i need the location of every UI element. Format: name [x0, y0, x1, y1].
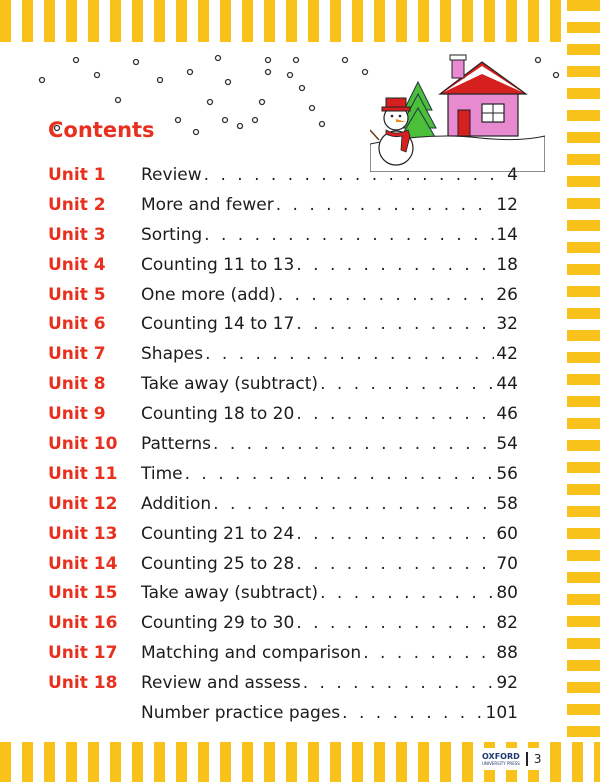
unit-number: Unit 18	[48, 673, 118, 694]
unit-title: Counting 11 to 13	[141, 254, 295, 275]
toc-row	[48, 549, 518, 579]
unit-number: Unit 14	[48, 553, 118, 574]
dot-leader	[213, 494, 494, 514]
unit-title: More and fewer	[141, 194, 274, 215]
dot-leader	[278, 285, 495, 305]
page-ref: 58	[496, 493, 518, 514]
unit-number: Unit 10	[48, 433, 118, 454]
toc-row	[48, 369, 518, 399]
dot-leader	[342, 703, 483, 723]
dot-leader	[296, 524, 494, 544]
toc-row	[48, 339, 518, 369]
page-ref: 60	[496, 523, 518, 544]
unit-title: Counting 29 to 30	[141, 613, 295, 634]
toc-entry	[141, 285, 518, 305]
unit-number: Unit 13	[48, 523, 118, 544]
unit-title: Number practice pages	[141, 702, 341, 723]
toc-entry	[141, 643, 518, 663]
unit-title: Time	[141, 463, 183, 484]
unit-number: Unit 12	[48, 493, 118, 514]
toc-row	[48, 608, 518, 638]
toc-entry	[141, 494, 518, 514]
dot-leader	[185, 464, 495, 484]
unit-title: Take away (subtract)	[141, 583, 319, 604]
unit-title: Take away (subtract)	[141, 374, 319, 395]
unit-number: Unit 7	[48, 344, 106, 365]
unit-title: Counting 25 to 28	[141, 553, 295, 574]
dot-leader	[296, 255, 494, 275]
unit-title: Counting 21 to 24	[141, 523, 295, 544]
toc-entry	[141, 524, 518, 544]
dot-leader	[205, 344, 494, 364]
toc-row	[48, 309, 518, 339]
toc-row	[48, 280, 518, 310]
page-ref: 14	[496, 224, 518, 245]
unit-number: Unit 3	[48, 224, 106, 245]
unit-number: Unit 2	[48, 194, 106, 215]
toc-entry	[141, 374, 518, 394]
page-ref: 56	[496, 463, 518, 484]
unit-title: Counting 14 to 17	[141, 314, 295, 335]
toc-entry	[141, 554, 518, 574]
publisher-logo: OXFORD UNIVERSITY PRESS	[482, 751, 520, 766]
dot-leader	[296, 314, 494, 334]
toc-row	[48, 459, 518, 489]
toc-row	[48, 638, 518, 668]
dot-leader	[363, 643, 494, 663]
unit-title: Sorting	[141, 224, 203, 245]
page-title: Contents	[48, 118, 155, 142]
page-ref: 18	[496, 254, 518, 275]
toc-row	[48, 698, 518, 728]
unit-title: Matching and comparison	[141, 643, 362, 664]
toc-row	[48, 160, 518, 190]
dot-leader	[276, 195, 495, 215]
page-ref: 70	[496, 553, 518, 574]
unit-number: Unit 1	[48, 164, 106, 185]
unit-number: Unit 6	[48, 314, 106, 335]
page-ref: 82	[496, 613, 518, 634]
toc-row	[48, 220, 518, 250]
page-ref: 44	[496, 374, 518, 395]
dot-leader	[296, 554, 494, 574]
unit-number: Unit 16	[48, 613, 118, 634]
dot-leader	[320, 583, 494, 603]
winter-scene	[370, 52, 545, 172]
page-ref: 4	[507, 164, 518, 185]
unit-title: Review	[141, 164, 202, 185]
toc-row	[48, 519, 518, 549]
dot-leader	[320, 374, 494, 394]
toc-row	[48, 250, 518, 280]
toc-entry	[141, 583, 518, 603]
toc-row	[48, 429, 518, 459]
toc-row	[48, 489, 518, 519]
toc-entry	[141, 703, 518, 723]
dot-leader	[296, 613, 494, 633]
toc-entry	[141, 673, 518, 693]
unit-title: Addition	[141, 493, 212, 514]
page-ref: 26	[496, 284, 518, 305]
toc-row	[48, 578, 518, 608]
unit-title: Shapes	[141, 344, 204, 365]
page-ref: 101	[485, 702, 518, 723]
toc-row	[48, 190, 518, 220]
unit-number: Unit 15	[48, 583, 118, 604]
dot-leader	[303, 673, 495, 693]
unit-title: Patterns	[141, 433, 212, 454]
dot-leader	[204, 225, 494, 245]
toc-entry	[141, 195, 518, 215]
page-number: 3	[533, 752, 542, 766]
toc-row	[48, 399, 518, 429]
unit-title: Counting 18 to 20	[141, 404, 295, 425]
page-ref: 92	[496, 673, 518, 694]
unit-number: Unit 17	[48, 643, 118, 664]
house-icon	[440, 55, 526, 136]
toc-entry	[141, 434, 518, 454]
page-ref: 80	[496, 583, 518, 604]
unit-number: Unit 5	[48, 284, 106, 305]
toc-entry	[141, 613, 518, 633]
toc-entry	[141, 165, 518, 185]
toc-entry	[141, 464, 518, 484]
toc-row	[48, 668, 518, 698]
page-footer	[478, 748, 547, 770]
dot-leader	[204, 165, 506, 185]
toc-entry	[141, 404, 518, 424]
toc-entry	[141, 225, 518, 245]
page-ref: 88	[496, 643, 518, 664]
page-ref: 12	[496, 194, 518, 215]
toc-entry	[141, 344, 518, 364]
page-ref: 32	[496, 314, 518, 335]
toc-entry	[141, 255, 518, 275]
unit-number: Unit 9	[48, 404, 106, 425]
page-ref: 54	[496, 433, 518, 454]
unit-number: Unit 11	[48, 463, 118, 484]
unit-number: Unit 8	[48, 374, 106, 395]
page-ref: 42	[496, 344, 518, 365]
page-ref: 46	[496, 404, 518, 425]
toc-entry	[141, 314, 518, 334]
dot-leader	[213, 434, 494, 454]
footer-divider	[526, 752, 528, 766]
table-of-contents	[48, 160, 518, 728]
unit-title: Review and assess	[141, 673, 301, 694]
unit-title: One more (add)	[141, 284, 276, 305]
dot-leader	[296, 404, 494, 424]
unit-number: Unit 4	[48, 254, 106, 275]
